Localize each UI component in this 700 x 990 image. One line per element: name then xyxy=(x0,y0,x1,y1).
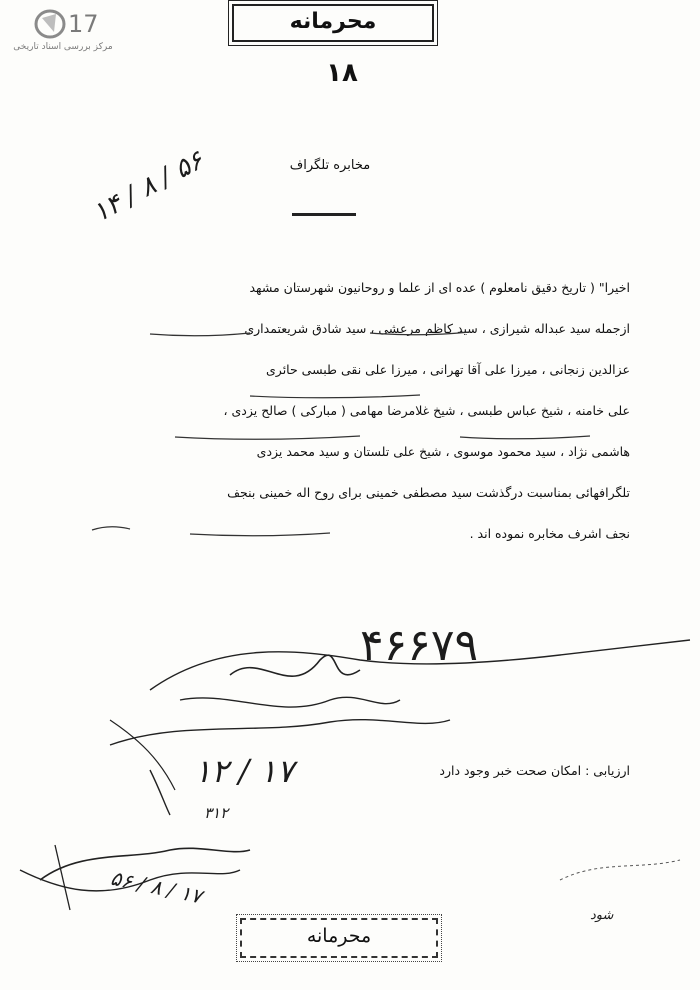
heading-underline xyxy=(292,213,356,216)
document-heading: مخابره تلگراف xyxy=(289,158,371,173)
body-line-4: علی خامنه ، شیخ عباس طبسی ، شیخ غلامرضا مهامی ( مبارکی ) صالح یزدی ، xyxy=(223,403,630,418)
confidential-stamp-top xyxy=(232,4,434,42)
handwritten-bottom-date: ۵۶ / ۸ / ۱۷ xyxy=(108,865,205,909)
handwritten-reference: ۱۲ / ۱۷ xyxy=(194,752,294,790)
stamp-bottom-text: محرمانه xyxy=(306,925,372,947)
evaluation-note: ارزیابی : امکان صحت خبر وجود دارد xyxy=(439,763,630,778)
handwritten-small-number: ۳۱۲ xyxy=(204,804,229,822)
body-line-1: اخیرا" ( تاریخ دقیق نامعلوم ) عده ای از علما و روحانیون شهرستان مشهد xyxy=(249,280,630,295)
body-line-6: تلگرافهائی بمناسبت درگذشت سید مصطفی خمینی برای روح اله خمینی بنجف xyxy=(227,485,630,500)
handwritten-number: ۴۶۶۷۹ xyxy=(360,620,479,671)
body-line-3: عزالدین زنجانی ، میرزا علی آقا تهرانی ، میرزا علی نقی طبسی حائری xyxy=(266,362,630,377)
report-body xyxy=(72,278,630,565)
body-line-2: ازجمله سید عبداله شیرازی ، سید کاظم مرعشی ، سید شادق شریعتمداری xyxy=(244,321,630,336)
body-line-5: هاشمی نژاد ، سید محمود موسوی ، شیخ علی تلستان و سید محمد یزدی xyxy=(256,444,630,459)
logo-mark: 17 xyxy=(68,10,99,38)
page-number: ۱۸ xyxy=(326,58,358,88)
stamp-top-text: محرمانه xyxy=(289,9,377,34)
confidential-stamp-bottom xyxy=(240,918,438,958)
archive-logo-icon xyxy=(30,4,100,44)
handwritten-right-note: شود xyxy=(590,908,614,923)
body-line-7: نجف اشرف مخابره نموده اند . xyxy=(469,526,630,541)
handwritten-date: ۱۴ / ۸ / ۵۶ xyxy=(88,145,209,229)
logo-caption: مرکز بررسی اسناد تاریخی xyxy=(13,42,113,52)
archive-logo xyxy=(8,4,118,56)
